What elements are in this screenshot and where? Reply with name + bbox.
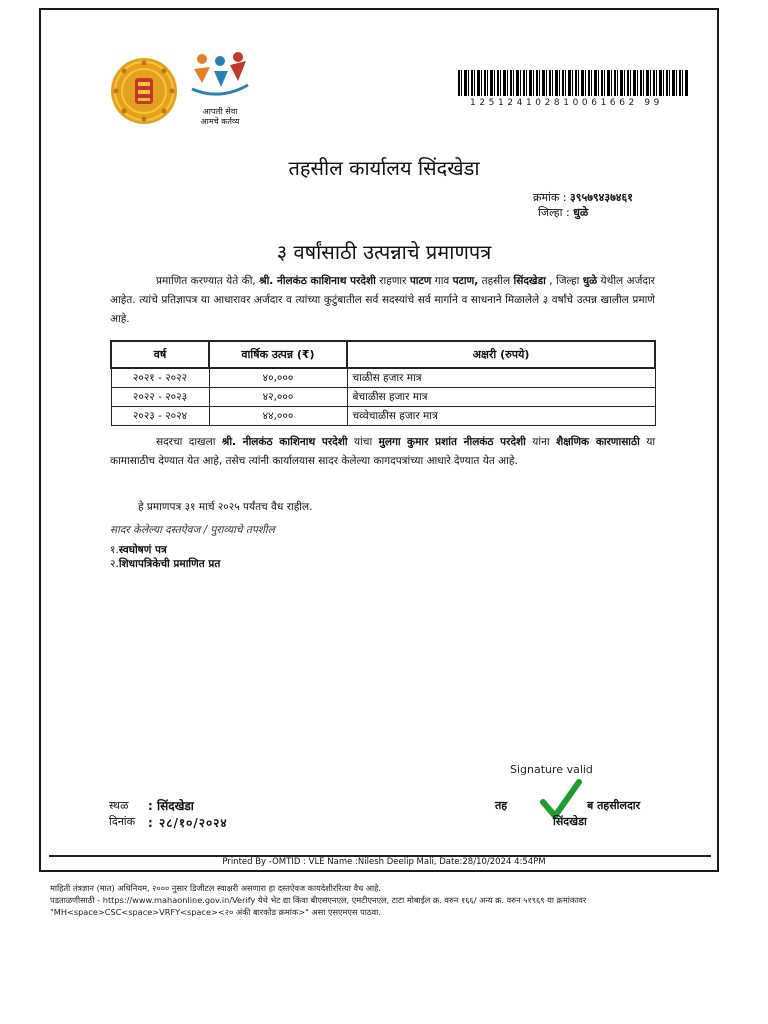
logo-line-1: आपली सेवा [202, 107, 238, 116]
table-row [111, 407, 655, 426]
table-row [111, 368, 655, 388]
people-logo-icon [188, 49, 252, 101]
year-cell: २०२२ - २०२३ [111, 388, 209, 407]
income-cell: ४२,००० [209, 388, 347, 407]
purpose-paragraph: सदरचा दाखला श्री. नीलकंठ काशिनाथ परदेशी यांचा मुलगा कुमार प्रशांत नीलकंठ परदेशी यांना शैक्षणिक कारणासाठी या कामासाठीच देण्यात येत आहे, तसेच त्यांनी कार्यालयास सादर केलेल्या कागदपत्रांच्या आधारे देण्यात येत आहे. [110, 436, 656, 467]
intro-paragraph: प्रमाणित करण्यात येते की, श्री. नीलकंठ काशिनाथ परदेशी राहणार पाटण गाव पटाण, तहसील सिंदखेडा , जिल्हा धुळे येथील अर्जदार आहेत. त्यांचे प्रतिज्ञापत्र या आधारावर अर्जदार व त्यांच्या कुटुंबातील सर्व सदस्यांचे सर्व मार्गाने व साधनाने मिळालेले ३ वर्षांचे उत्पन्न खालील प्रमाणे आहे. [110, 275, 655, 325]
header-year: वर्ष [111, 341, 209, 368]
krmank-label: क्रमांक : [533, 191, 567, 204]
footer-line-2: पडताळणीसाठी - https://www.mahaonline.gov.in/Verify येथे भेट द्या किंवा बीएसएनएल, एमटीएनएल, टाटा मोबाईल क्र. वरुन १६६/ अन्य क्र. वरुन ५१९६९ या क्रमांकावर [50, 895, 587, 905]
header-income: वार्षिक उत्पन्न (₹) [209, 341, 347, 368]
applicant-name: श्री. नीलकंठ काशिनाथ परदेशी [259, 275, 376, 287]
income-cell: ४०,००० [209, 368, 347, 388]
header-words: अक्षरी (रुपये) [347, 341, 655, 368]
krmank-value: ३९५७९४३७४६१ [570, 191, 633, 204]
table-row [111, 388, 655, 407]
certificate-title: ३ वर्षांसाठी उत्पन्नाचे प्रमाणपत्र [276, 240, 492, 264]
barcode-number: 125124102810061662 99 [470, 98, 663, 108]
documents-heading: सादर केलेल्या दस्तऐवज / पुराव्याचे तपशील [110, 524, 275, 536]
date-value: : २८/१०/२०२४ [148, 816, 228, 830]
income-table [110, 340, 656, 426]
district-line [538, 205, 588, 220]
document-item: २.शिधापत्रिकेची प्रमाणित प्रत [110, 558, 221, 570]
office-title: तहसील कार्यालय सिंदखेडा [288, 156, 480, 180]
words-cell: चव्वेचाळीस हजार मात्र [347, 407, 655, 426]
designation-prefix: तह [495, 799, 508, 812]
jilha-value: धुळे [573, 206, 589, 219]
words-cell: बेचाळीस हजार मात्र [347, 388, 655, 407]
reference-number [533, 190, 633, 205]
date-label: दिनांक [109, 815, 136, 828]
place-value: : सिंदखेडा [148, 799, 194, 813]
year-cell: २०२१ - २०२२ [111, 368, 209, 388]
designation-place: सिंदखेडा [553, 815, 587, 828]
document-item: १.स्वघोषणं पत्र [110, 544, 167, 556]
validity-text: हे प्रमाणपत्र ३१ मार्च २०२५ पर्यंतच वैध राहील. [138, 501, 313, 513]
barcode [458, 70, 688, 96]
table-header-row [111, 341, 655, 368]
jilha-label: जिल्हा : [538, 206, 570, 219]
maharashtra-seal-icon [107, 54, 181, 128]
words-cell: चाळीस हजार मात्र [347, 368, 655, 388]
aaple-seva-logo [188, 49, 252, 129]
footer-line-1: माहिती तंत्रज्ञान (मात) अधिनियम, २००० नुसार डिजीटल स्वाक्षरी असणारा हा दस्तऐवज कायदेशीररित्या वैध आहे. [50, 883, 382, 893]
designation: ब तहसीलदार [587, 799, 641, 812]
footer-line-3: "MH<space>CSC<space>VRFY<space><२० अंकी बारकोड क्रमांक>" असा एसएमएस पाठवा. [50, 907, 381, 917]
income-cell: ४४,००० [209, 407, 347, 426]
signature-valid-text: Signature valid [510, 763, 593, 776]
logo-line-2: आमचे कर्तव्य [200, 117, 240, 126]
year-cell: २०२३ - २०२४ [111, 407, 209, 426]
printed-by: Printed By -OMTID : VLE Name :Nilesh Deelip Mali, Date:28/10/2024 4:54PM [222, 857, 546, 867]
purpose-text: शैक्षणिक कारणासाठी [556, 436, 640, 448]
place-label: स्थळ [109, 799, 129, 812]
